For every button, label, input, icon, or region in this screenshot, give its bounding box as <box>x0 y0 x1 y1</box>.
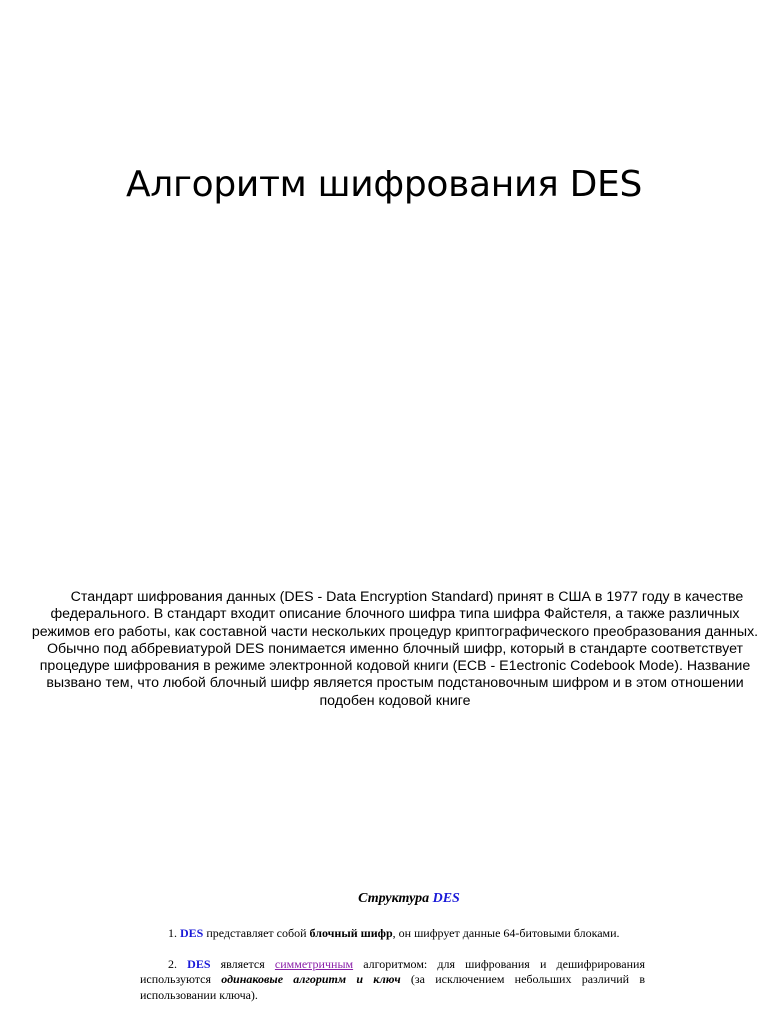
structure-list <box>140 926 645 1018</box>
structure-heading-keyword: DES <box>432 891 460 906</box>
list-item-text: является <box>210 956 275 971</box>
list-item <box>140 957 645 1004</box>
list-item-text: алгоритмом: для шифрования и дешифрирования используются <box>140 956 645 986</box>
des-keyword: DES <box>180 926 204 940</box>
structure-heading-prefix: Структура <box>358 891 430 906</box>
intro-text: Стандарт шифрования данных (DES - Data Encryption Standard) принят в США в 1977 году в качестве федерального. В стандарт входит описание блочного шифра типа шифра Файстеля, а также различных режимов его работы, как составной части нескольких процедур криптографического преобразования данных. Обычно под аббревиатурой DES понимается именно блочный шифр, который в стандарте соответствует процедуре шифрования в режиме электронной кодовой книги (ECB - E1ectronic Codebook Mode). Название вызвано тем, что любой блочный шифр является простым подстановочным шифром и в этом отношении подобен кодовой книге <box>31 589 759 709</box>
des-keyword: DES <box>187 956 211 971</box>
page-title: Алгоритм шифрования DES <box>125 164 643 205</box>
same-algorithm-and-key-term: одинаковые алгоритм и ключ <box>221 972 401 986</box>
symmetric-link[interactable]: симметричным <box>274 956 354 971</box>
list-item-text: представляет собой <box>203 926 310 940</box>
list-item <box>140 926 645 942</box>
structure-heading <box>0 891 768 907</box>
intro-paragraph <box>22 589 768 710</box>
list-item-number: 2. <box>168 956 177 971</box>
list-item-text: (за исключением небольших различий в использовании ключа). <box>140 972 645 1002</box>
block-cipher-term: блочный шифр <box>309 926 393 940</box>
list-item-number: 1. <box>168 926 177 940</box>
list-item-text: , он шифрует данные 64-битовыми блоками. <box>392 926 620 940</box>
